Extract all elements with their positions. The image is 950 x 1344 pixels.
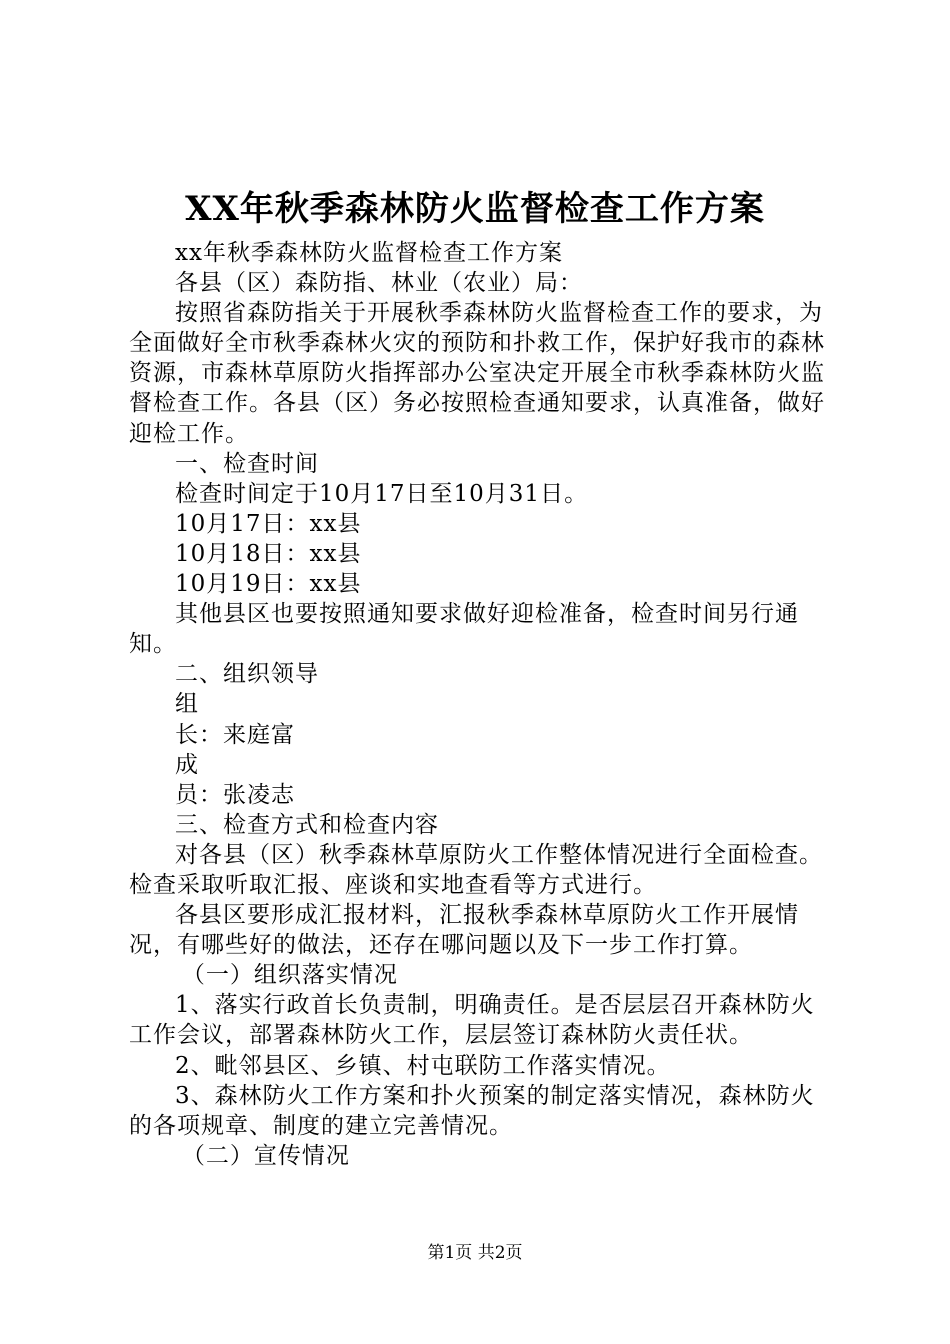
schedule-item: 10月17日：xx县 <box>175 510 362 537</box>
page-number-footer: 第1页 共2页 <box>427 1243 523 1263</box>
paragraph-report: 各县区要形成汇报材料，汇报秋季森林草原防火工作开展情况，有哪些好的做法，还存在哪问题以及下一步工作打算。 <box>129 902 799 959</box>
list-item: 3、森林防火工作方案和扑火预案的制定落实情况，森林防火的各项规章、制度的建立完善情况。 <box>129 1082 815 1139</box>
schedule-item: 10月19日：xx县 <box>175 571 362 598</box>
list-item: 2、毗邻县区、乡镇、村屯联防工作落实情况。 <box>175 1052 671 1079</box>
leader-name-line: 长：来庭富 <box>175 721 295 748</box>
section-heading-leadership: 二、组织领导 <box>175 661 319 688</box>
paragraph-subtitle: xx年秋季森林防火监督检查工作方案 <box>175 240 563 266</box>
subsection-heading-publicity: （二）宣传情况 <box>181 1142 350 1169</box>
paragraph-time-range: 检查时间定于10月17日至10月31日。 <box>175 480 589 507</box>
section-heading-time: 一、检查时间 <box>175 450 319 477</box>
member-name-line: 员：张凌志 <box>175 781 295 808</box>
leader-label-line: 组 <box>175 691 199 718</box>
paragraph-other-counties: 其他县区也要按照通知要求做好迎检准备，检查时间另行通知。 <box>129 601 799 658</box>
paragraph-addressee: 各县（区）森防指、林业（农业）局： <box>175 270 583 297</box>
schedule-item: 10月18日：xx县 <box>175 540 362 567</box>
list-item: 1、落实行政首长负责制，明确责任。是否层层召开森林防火工作会议，部署森林防火工作，层层签订森林防火责任状。 <box>129 992 815 1049</box>
paragraph-method: 对各县（区）秋季森林草原防火工作整体情况进行全面检查。检查采取听取汇报、座谈和实地查看等方式进行。 <box>129 841 823 898</box>
paragraph-intro: 按照省森防指关于开展秋季森林防火监督检查工作的要求，为全面做好全市秋季森林火灾的预防和扑救工作，保护好我市的森林资源，市森林草原防火指挥部办公室决定开展全市秋季森林防火监督检查工作。各县（区）务必按照检查通知要求，认真准备，做好迎检工作。 <box>129 300 825 447</box>
document-body <box>129 238 832 1171</box>
section-heading-method: 三、检查方式和检查内容 <box>175 811 439 838</box>
document-title: XX年秋季森林防火监督检查工作方案 <box>185 189 765 229</box>
subsection-heading-organization: （一）组织落实情况 <box>181 962 398 989</box>
member-label-line: 成 <box>175 751 199 778</box>
